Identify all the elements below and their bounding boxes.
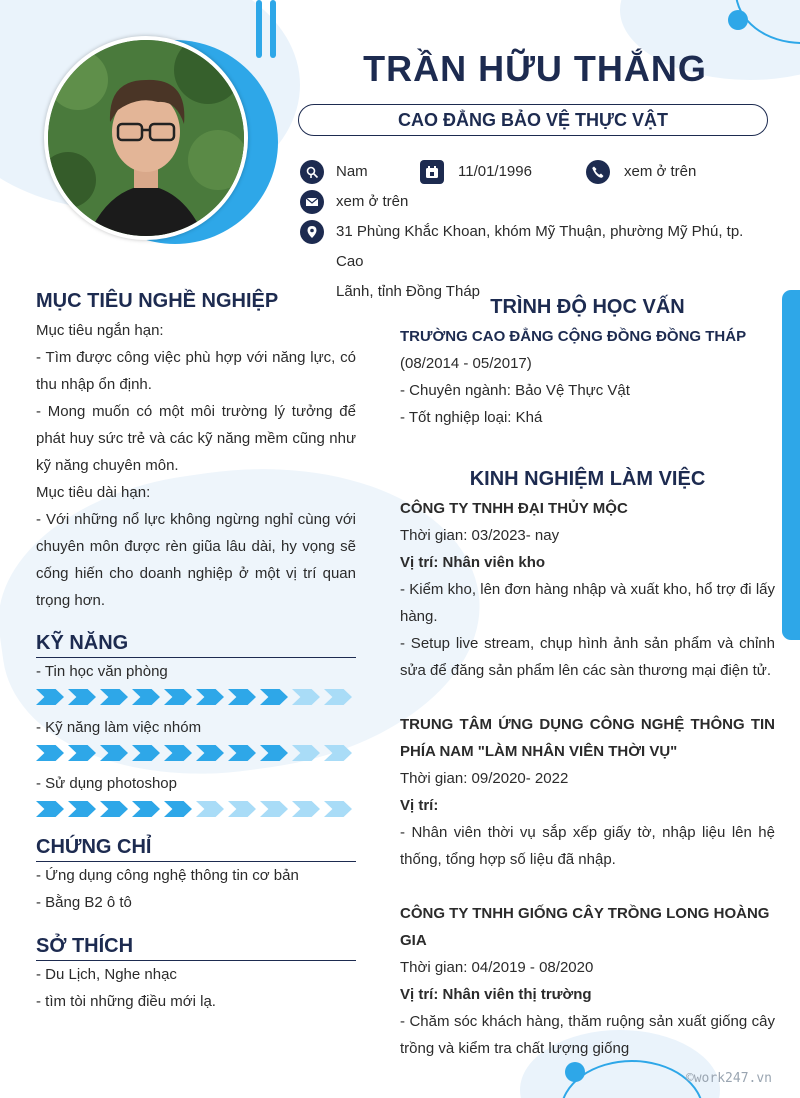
job-time: Thời gian: 03/2023- nay bbox=[400, 527, 560, 544]
phone-value: xem ở trên bbox=[624, 163, 697, 180]
watermark: ©work247.vn bbox=[685, 1071, 772, 1086]
info-address bbox=[300, 220, 770, 307]
skill-level-segment bbox=[132, 689, 160, 705]
profile-photo bbox=[44, 36, 248, 240]
section-title: SỞ THÍCH bbox=[36, 935, 356, 961]
certificate-item: - Ứng dụng công nghệ thông tin cơ bản bbox=[36, 867, 299, 884]
objective-long-label: Mục tiêu dài hạn: bbox=[36, 484, 151, 501]
skill-level-segment bbox=[228, 745, 256, 761]
job-company: CÔNG TY TNHH GIỐNG CÂY TRỒNG LONG HOÀNG GIA bbox=[400, 905, 770, 949]
address-value: 31 Phùng Khắc Khoan, khóm Mỹ Thuận, phường Mỹ Phú, tp. Cao Lãnh, tỉnh Đồng Tháp bbox=[336, 223, 744, 300]
section-title: KỸ NĂNG bbox=[36, 632, 356, 658]
skill-level-segment bbox=[100, 689, 128, 705]
hobby-item: - tìm tòi những điều mới lạ. bbox=[36, 993, 216, 1010]
skill-level-segment bbox=[36, 689, 64, 705]
job-desc: - Nhân viên thời vụ sắp xếp giấy tờ, nhập liệu lên hệ thống, tổng hợp số liệu đã nhập. bbox=[400, 824, 775, 868]
job-desc: - Kiểm kho, lên đơn hàng nhập và xuất kho, hổ trợ đi lấy hàng. bbox=[400, 581, 775, 625]
job-company: TRUNG TÂM ỨNG DỤNG CÔNG NGHỆ THÔNG TIN PHÍA NAM "LÀM NHÂN VIÊN THỜI VỤ" bbox=[400, 716, 775, 760]
decor-bar bbox=[782, 290, 800, 640]
skill-level-segment bbox=[36, 745, 64, 761]
objective-section bbox=[36, 290, 356, 614]
skill-level-segment bbox=[196, 689, 224, 705]
skill-level-segment bbox=[292, 801, 320, 817]
mail-icon bbox=[300, 190, 324, 214]
skill-level-segment bbox=[164, 745, 192, 761]
skill-item bbox=[36, 658, 356, 709]
skill-item bbox=[36, 714, 356, 765]
section-title: TRÌNH ĐỘ HỌC VẤN bbox=[490, 296, 685, 318]
school-name: TRƯỜNG CAO ĐẲNG CỘNG ĐỒNG ĐỒNG THÁP bbox=[400, 328, 747, 345]
candidate-major: CAO ĐẲNG BẢO VỆ THỰC VẬT bbox=[298, 104, 768, 136]
skill-level-segment bbox=[324, 745, 352, 761]
skill-level-bar bbox=[36, 689, 356, 709]
skill-level-segment bbox=[228, 689, 256, 705]
calendar-icon bbox=[420, 160, 444, 184]
experience-section bbox=[400, 468, 775, 1062]
job-position: Vị trí: Nhân viên kho bbox=[400, 554, 546, 571]
skill-level-segment bbox=[68, 801, 96, 817]
gender-icon bbox=[300, 160, 324, 184]
skill-level-segment bbox=[324, 689, 352, 705]
skill-level-segment bbox=[196, 801, 224, 817]
skills-section bbox=[36, 632, 356, 821]
skill-level-bar bbox=[36, 745, 356, 765]
job-desc: - Setup live stream, chụp hình ảnh sản phẩm và chỉnh sửa để đăng sản phẩm lên các sàn thương mại điện tử. bbox=[400, 635, 775, 679]
job-item bbox=[400, 711, 775, 873]
objective-text: - Tìm được công việc phù hợp với năng lực, có thu nhập ổn định. bbox=[36, 349, 356, 393]
job-item bbox=[400, 900, 775, 1062]
email-value: xem ở trên bbox=[336, 193, 409, 210]
job-desc: - Chăm sóc khách hàng, thăm ruộng sản xuất giống cây trồng và kiểm tra chất lượng giống bbox=[400, 1013, 775, 1057]
info-email bbox=[300, 190, 408, 217]
candidate-name: TRẦN HỮU THẮNG bbox=[363, 48, 707, 89]
info-gender bbox=[300, 160, 368, 187]
job-company: CÔNG TY TNHH ĐẠI THỦY MỘC bbox=[400, 500, 628, 517]
skill-level-bar bbox=[36, 801, 356, 821]
certificate-item: - Bằng B2 ô tô bbox=[36, 894, 132, 911]
skill-level-segment bbox=[132, 801, 160, 817]
skill-level-segment bbox=[68, 745, 96, 761]
decor-dot bbox=[565, 1062, 585, 1082]
phone-icon bbox=[586, 160, 610, 184]
certificates-section bbox=[36, 836, 356, 916]
education-major: - Chuyên ngành: Bảo Vệ Thực Vật bbox=[400, 382, 630, 399]
hobby-item: - Du Lịch, Nghe nhạc bbox=[36, 966, 177, 983]
job-time: Thời gian: 09/2020- 2022 bbox=[400, 770, 569, 787]
skill-level-segment bbox=[260, 689, 288, 705]
section-title: KINH NGHIỆM LÀM VIỆC bbox=[469, 468, 706, 490]
skill-level-segment bbox=[100, 745, 128, 761]
skill-level-segment bbox=[260, 745, 288, 761]
info-phone bbox=[586, 160, 696, 187]
skill-name: - Kỹ năng làm việc nhóm bbox=[36, 719, 202, 736]
skill-level-segment bbox=[68, 689, 96, 705]
info-birthday bbox=[420, 160, 532, 187]
skill-level-segment bbox=[228, 801, 256, 817]
skill-level-segment bbox=[292, 689, 320, 705]
skill-level-segment bbox=[260, 801, 288, 817]
skill-level-segment bbox=[292, 745, 320, 761]
location-icon bbox=[300, 220, 324, 244]
education-grade: - Tốt nghiệp loại: Khá bbox=[400, 409, 543, 426]
education-period: (08/2014 - 05/2017) bbox=[400, 355, 532, 372]
skill-level-segment bbox=[164, 801, 192, 817]
job-item bbox=[400, 495, 775, 684]
skill-level-segment bbox=[196, 745, 224, 761]
skill-level-segment bbox=[36, 801, 64, 817]
decor-bar bbox=[256, 0, 262, 58]
skill-level-segment bbox=[324, 801, 352, 817]
objective-short-label: Mục tiêu ngắn hạn: bbox=[36, 322, 164, 339]
job-position: Vị trí: bbox=[400, 797, 439, 814]
skill-name: - Sử dụng photoshop bbox=[36, 775, 177, 792]
hobbies-section bbox=[36, 935, 356, 1015]
decor-dot bbox=[728, 10, 748, 30]
skill-level-segment bbox=[100, 801, 128, 817]
job-time: Thời gian: 04/2019 - 08/2020 bbox=[400, 959, 594, 976]
education-section bbox=[400, 296, 775, 431]
skill-level-segment bbox=[132, 745, 160, 761]
skill-name: - Tin học văn phòng bbox=[36, 663, 168, 680]
objective-text: - Với những nổ lực không ngừng nghỉ cùng với chuyên môn được rèn giũa lâu dài, hy vọng sẽ cống hiến cho doanh nghiệp ở một vị trí quan trọng hơn. bbox=[36, 511, 356, 609]
decor-bar bbox=[270, 0, 276, 58]
skill-level-segment bbox=[164, 689, 192, 705]
gender-value: Nam bbox=[336, 163, 368, 180]
section-title: MỤC TIÊU NGHỀ NGHIỆP bbox=[36, 290, 279, 312]
job-position: Vị trí: Nhân viên thị trường bbox=[400, 986, 592, 1003]
objective-text: - Mong muốn có một môi trường lý tưởng để phát huy sức trẻ và các kỹ năng mềm cũng như kỹ năng chuyên môn. bbox=[36, 403, 356, 474]
skill-item bbox=[36, 770, 356, 821]
birthday-value: 11/01/1996 bbox=[458, 163, 532, 180]
section-title: CHỨNG CHỈ bbox=[36, 836, 356, 862]
